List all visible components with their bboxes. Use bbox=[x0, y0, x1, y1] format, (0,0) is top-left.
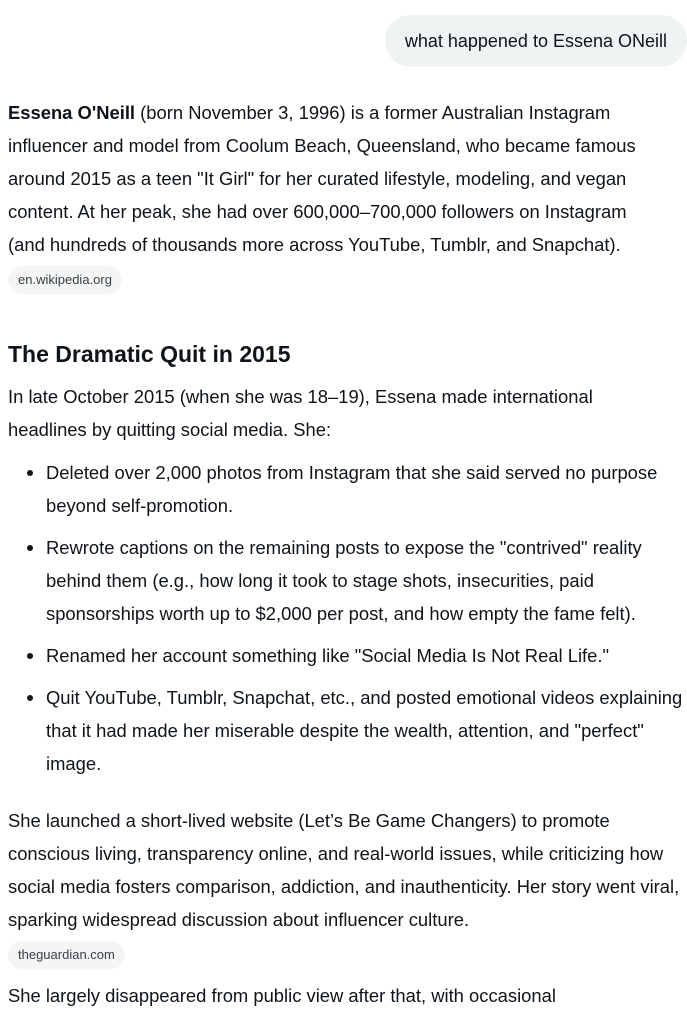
after-paragraph: She launched a short-lived website (Let’s Be Game Changers) to promote conscious living, transparency online, and real-world issues, while criticizing how social media fosters comparison, addiction, and inauthenticity. Her story went viral, sparking widespread discussion about influencer culture. bbox=[8, 810, 680, 930]
spacer bbox=[8, 969, 684, 979]
bullet-list bbox=[8, 456, 684, 780]
spacer bbox=[8, 780, 684, 804]
intro-text: (born November 3, 1996) is a former Australian Instagram influencer and model from Coolum Beach, Queensland, who became famous around 2015 as a teen "It Girl" for her curated lifestyle, modeling, and vegan content. At her peak, she had over 600,000–700,000 followers on Instagram (and hundreds of thousands more across YouTube, Tumblr, and Snapchat). bbox=[8, 102, 636, 255]
source-chip-guardian[interactable]: theguardian.com bbox=[8, 941, 125, 969]
bullet-text: Deleted over 2,000 photos from Instagram that she said served no purpose beyond self-promotion. bbox=[46, 462, 658, 516]
bullet-text: Renamed her account something like "Social Media Is Not Real Life." bbox=[46, 645, 610, 666]
assistant-response bbox=[8, 96, 684, 1012]
spacer bbox=[8, 446, 684, 456]
list-item bbox=[8, 531, 686, 630]
bullet-dot bbox=[27, 653, 33, 659]
list-item bbox=[8, 639, 686, 672]
bullet-text: Rewrote captions on the remaining posts to expose the "contrived" reality behind them (e.g., how long it took to stage shots, insecurities, paid sponsorships worth up to $2,000 per post, and how empty the fame felt). bbox=[46, 537, 642, 624]
spacer bbox=[8, 370, 684, 380]
list-item bbox=[8, 681, 686, 780]
bullet-dot bbox=[27, 545, 33, 551]
user-message-bubble: what happened to Essena ONeill bbox=[385, 15, 687, 67]
bullet-text: Quit YouTube, Tumblr, Snapchat, etc., and posted emotional videos explaining that it had made her miserable despite the wealth, attention, and "perfect" image. bbox=[46, 687, 683, 774]
spacer bbox=[8, 294, 684, 338]
subject-name: Essena O'Neill bbox=[8, 102, 136, 123]
intro-paragraph bbox=[8, 96, 668, 261]
list-item bbox=[8, 456, 666, 522]
bullet-dot bbox=[27, 695, 33, 701]
bullet-dot bbox=[27, 470, 33, 476]
user-message-row bbox=[385, 15, 687, 67]
section-lead: In late October 2015 (when she was 18–19), Essena made international headlines by quitting social media. She: bbox=[8, 386, 593, 440]
source-chip-wikipedia[interactable]: en.wikipedia.org bbox=[8, 266, 122, 294]
section-heading: The Dramatic Quit in 2015 bbox=[8, 341, 291, 367]
tail-paragraph: She largely disappeared from public view after that, with occasional bbox=[8, 985, 556, 1006]
